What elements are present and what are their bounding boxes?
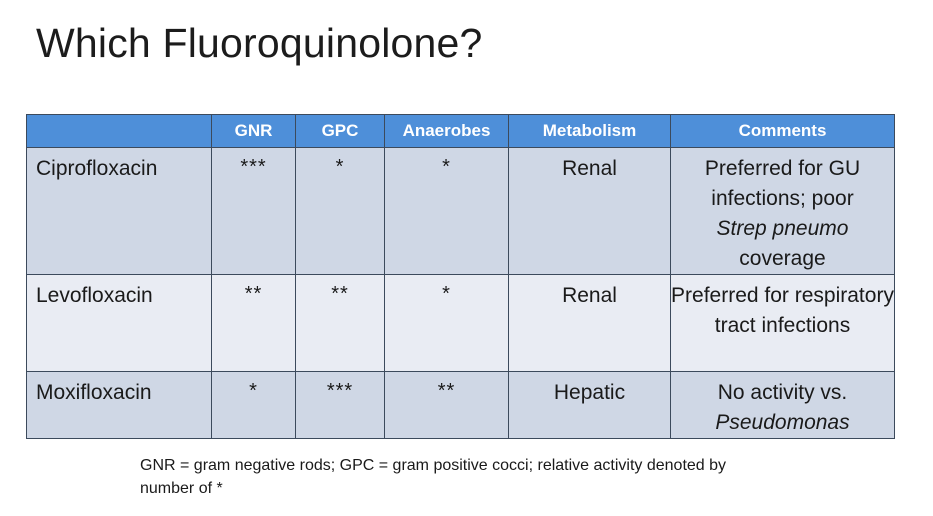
fluoroquinolone-table bbox=[26, 114, 895, 439]
comment bbox=[671, 148, 895, 275]
header-drug bbox=[27, 115, 212, 148]
header-gpc: GPC bbox=[296, 115, 385, 148]
metabolism: Hepatic bbox=[509, 372, 671, 439]
header-row bbox=[27, 115, 895, 148]
comment bbox=[671, 275, 895, 372]
footnote: GNR = gram negative rods; GPC = gram positive cocci; relative activity denoted by number of * bbox=[140, 457, 727, 497]
header-anaerobes: Anaerobes bbox=[385, 115, 509, 148]
gnr-activity: ** bbox=[212, 275, 296, 372]
metabolism: Renal bbox=[509, 148, 671, 275]
anaerobe-activity: * bbox=[385, 148, 509, 275]
comment bbox=[671, 372, 895, 439]
header-metabolism: Metabolism bbox=[509, 115, 671, 148]
header-gnr: GNR bbox=[212, 115, 296, 148]
comment-organism: Pseudomonas bbox=[715, 411, 850, 434]
table-row-ciprofloxacin bbox=[27, 148, 895, 275]
comment-text: Preferred for respiratory tract infections bbox=[671, 284, 894, 337]
gnr-activity: * bbox=[212, 372, 296, 439]
gpc-activity: *** bbox=[296, 372, 385, 439]
drug-name: Moxifloxacin bbox=[27, 372, 212, 439]
metabolism: Renal bbox=[509, 275, 671, 372]
gnr-activity: *** bbox=[212, 148, 296, 275]
anaerobe-activity: * bbox=[385, 275, 509, 372]
table-row-moxifloxacin bbox=[27, 372, 895, 439]
gpc-activity: * bbox=[296, 148, 385, 275]
comment-text: No activity vs. bbox=[717, 381, 848, 404]
comment-text: Preferred for GU infections; poor bbox=[704, 157, 861, 210]
drug-name: Ciprofloxacin bbox=[27, 148, 212, 275]
anaerobe-activity: ** bbox=[385, 372, 509, 439]
table-row-levofloxacin bbox=[27, 275, 895, 372]
drug-name: Levofloxacin bbox=[27, 275, 212, 372]
comment-organism: Strep pneumo bbox=[716, 217, 849, 240]
slide-title: Which Fluoroquinolone? bbox=[36, 20, 483, 66]
gpc-activity: ** bbox=[296, 275, 385, 372]
header-comments: Comments bbox=[671, 115, 895, 148]
comment-text-end: coverage bbox=[739, 247, 826, 270]
